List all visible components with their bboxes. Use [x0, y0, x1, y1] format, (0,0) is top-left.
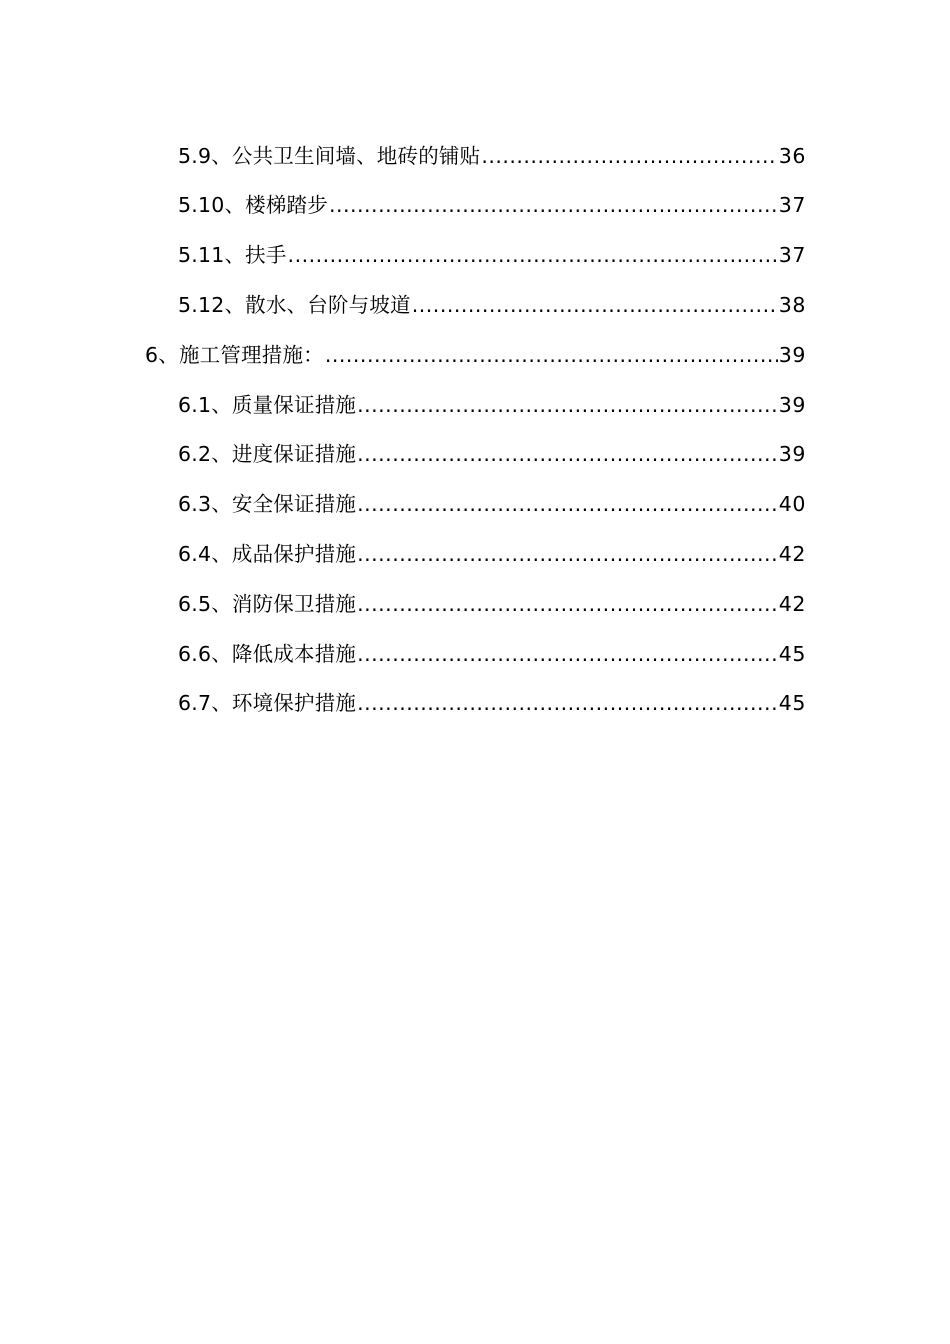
toc-page-number: 39 [778, 442, 806, 467]
toc-entry-title: 5.10、楼梯踏步 [178, 193, 328, 218]
toc-entry[interactable] [0, 181, 950, 231]
toc-dot-leader [481, 146, 777, 167]
toc-entry-title: 6.7、环境保护措施 [178, 691, 357, 716]
table-of-contents [0, 131, 950, 729]
toc-page-number: 40 [778, 492, 806, 517]
toc-dot-leader [357, 644, 778, 665]
toc-dot-leader [357, 693, 778, 714]
toc-entry-title: 5.9、公共卫生间墙、地砖的铺贴 [178, 143, 481, 168]
toc-entry[interactable] [0, 231, 950, 281]
toc-entry[interactable] [0, 529, 950, 579]
toc-entry[interactable] [0, 629, 950, 679]
toc-page-number: 45 [778, 641, 806, 666]
toc-page-number: 42 [778, 591, 806, 616]
toc-page-number: 45 [778, 691, 806, 716]
toc-entry-title: 6、施工管理措施： [145, 342, 324, 367]
toc-page-number: 38 [778, 293, 806, 318]
toc-entry[interactable] [0, 679, 950, 729]
toc-dot-leader [357, 494, 778, 515]
toc-dot-leader [357, 544, 778, 565]
toc-entry-title: 6.4、成品保护措施 [178, 542, 357, 567]
toc-entry[interactable] [0, 280, 950, 330]
toc-page-number: 36 [778, 143, 806, 168]
toc-entry-title: 6.2、进度保证措施 [178, 442, 357, 467]
toc-entry[interactable] [0, 131, 950, 181]
toc-page-number: 37 [778, 193, 806, 218]
toc-page-number: 37 [778, 243, 806, 268]
toc-dot-leader [357, 395, 778, 416]
toc-dot-leader [412, 295, 778, 316]
toc-page-number: 42 [778, 542, 806, 567]
toc-entry-title: 5.12、散水、台阶与坡道 [178, 293, 411, 318]
toc-entry-title: 5.11、扶手 [178, 243, 287, 268]
toc-dot-leader [325, 345, 778, 366]
toc-dot-leader [357, 444, 778, 465]
toc-entry[interactable] [0, 579, 950, 629]
toc-entry-title: 6.1、质量保证措施 [178, 392, 357, 417]
toc-dot-leader [329, 195, 778, 216]
toc-entry-title: 6.5、消防保卫措施 [178, 591, 357, 616]
toc-page-number: 39 [778, 342, 806, 367]
toc-entry[interactable] [0, 380, 950, 430]
toc-entry[interactable] [0, 430, 950, 480]
toc-entry[interactable] [0, 480, 950, 530]
toc-page-number: 39 [778, 392, 806, 417]
toc-dot-leader [357, 594, 778, 615]
toc-entry-title: 6.3、安全保证措施 [178, 492, 357, 517]
toc-chapter-entry[interactable] [0, 330, 950, 380]
toc-dot-leader [288, 245, 778, 266]
toc-entry-title: 6.6、降低成本措施 [178, 641, 357, 666]
